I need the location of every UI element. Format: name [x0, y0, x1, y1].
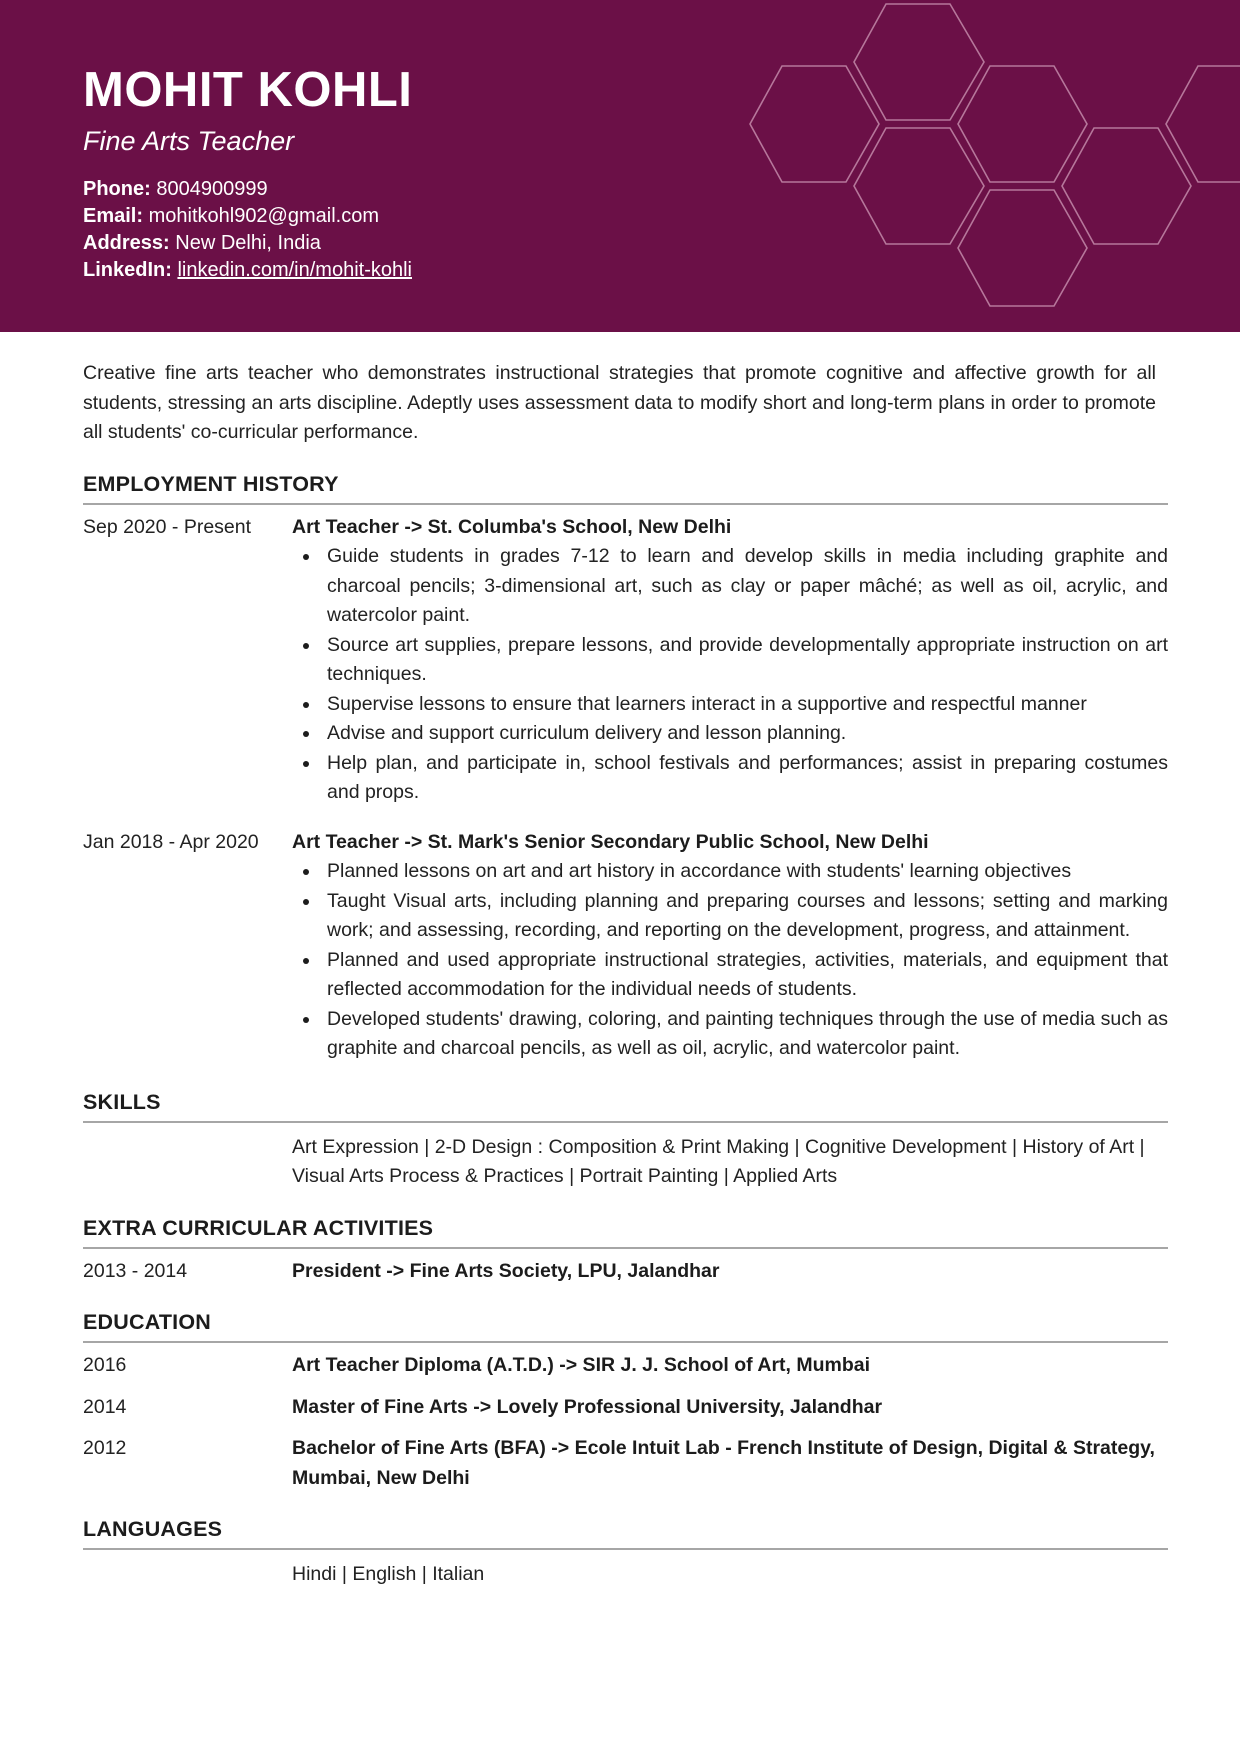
section-title: EXTRA CURRICULAR ACTIVITIES — [83, 1216, 1168, 1249]
activity-date: 2013 - 2014 — [83, 1259, 188, 1282]
skills-section — [83, 1090, 1168, 1192]
job-bullets — [292, 857, 1168, 1064]
profile-summary: Creative fine arts teacher who demonstrates instructional strategies that promote cognitive and affective growth for all students, stressing an arts discipline. Adeptly uses assessment data to modify short and long-term plans in order to promote all students' co-curricular performance. — [83, 362, 1156, 443]
hexagon-shape — [1166, 66, 1240, 182]
hexagon-shape — [854, 128, 984, 244]
candidate-name: MOHIT KOHLI — [83, 63, 413, 117]
activity-details — [292, 1257, 1168, 1287]
section-title: LANGUAGES — [83, 1517, 1168, 1550]
education-details — [292, 1393, 1168, 1423]
hexagon-shape — [958, 66, 1087, 182]
email-value: mohitkohl902@gmail.com — [148, 205, 379, 227]
list-item: Source art supplies, prepare lessons, and provide developmentally appropriate instruction on art techniques. — [292, 631, 1168, 690]
education-date: 2014 — [83, 1395, 127, 1418]
skills-text: Art Expression | 2-D Design : Composition & Print Making | Cognitive Development | History of Art | Visual Arts Process & Practices | Portrait Painting | Applied Arts — [292, 1135, 1145, 1187]
job-details — [292, 513, 1168, 808]
education-title: Bachelor of Fine Arts (BFA) -> Ecole Intuit Lab - French Institute of Design, Digital & Strategy, Mumbai, New Delhi — [292, 1437, 1155, 1489]
activity-entry — [83, 1257, 1168, 1287]
education-entry — [83, 1434, 1168, 1493]
list-item: Help plan, and participate in, school festivals and performances; assist in preparing costumes and props. — [292, 749, 1168, 808]
list-item: Supervise lessons to ensure that learners interact in a supportive and respectful manner — [292, 690, 1168, 720]
job-details — [292, 828, 1168, 1064]
job-title: Art Teacher -> St. Columba's School, New Delhi — [292, 515, 732, 538]
contact-address — [83, 230, 412, 257]
education-details — [292, 1351, 1168, 1381]
candidate-role: Fine Arts Teacher — [83, 126, 295, 156]
languages-text: Hindi | English | Italian — [292, 1563, 485, 1585]
linkedin-link[interactable]: linkedin.com/in/mohit-kohli — [177, 259, 412, 281]
education-entry — [83, 1351, 1168, 1381]
activity-title: President -> Fine Arts Society, LPU, Jalandhar — [292, 1259, 720, 1282]
list-item: Guide students in grades 7-12 to learn and develop skills in media including graphite and charcoal pencils; 3-dimensional art, such as clay or paper mâché; as well as oil, acrylic, and watercolor paint. — [292, 542, 1168, 631]
education-entry — [83, 1393, 1168, 1423]
list-item: Planned lessons on art and art history in accordance with students' learning objectives — [292, 857, 1168, 887]
education-details — [292, 1434, 1168, 1493]
list-item: Developed students' drawing, coloring, and painting techniques through the use of media such as graphite and charcoal pencils, as well as oil, acrylic, and watercolor paint. — [292, 1005, 1168, 1064]
phone-value: 8004900999 — [156, 178, 268, 200]
contact-linkedin — [83, 257, 412, 284]
hexagon-shape — [854, 4, 984, 120]
education-section — [83, 1310, 1168, 1493]
section-title: SKILLS — [83, 1090, 1168, 1123]
contact-label: Phone: — [83, 178, 151, 200]
hexagon-shape — [958, 190, 1087, 306]
job-date: Sep 2020 - Present — [83, 515, 252, 538]
hexagon-shape — [750, 66, 879, 182]
contact-label: Email: — [83, 205, 144, 227]
section-title: EMPLOYMENT HISTORY — [83, 472, 1168, 505]
resume-body — [83, 359, 1168, 1590]
education-date: 2012 — [83, 1437, 127, 1459]
job-date: Jan 2018 - Apr 2020 — [83, 830, 259, 853]
contact-list — [83, 176, 412, 284]
education-title: Master of Fine Arts -> Lovely Professional University, Jalandhar — [292, 1395, 883, 1418]
education-title: Art Teacher Diploma (A.T.D.) -> SIR J. J. School of Art, Mumbai — [292, 1354, 871, 1376]
section-title: EDUCATION — [83, 1310, 1168, 1343]
job-entry — [83, 828, 1168, 1064]
employment-section — [83, 472, 1168, 1064]
list-item: Planned and used appropriate instructional strategies, activities, materials, and equipment that reflected accommodation for the individual needs of students. — [292, 946, 1168, 1005]
contact-label: Address: — [83, 232, 170, 254]
languages-section — [83, 1517, 1168, 1590]
job-entry — [83, 513, 1168, 808]
contact-email — [83, 203, 412, 230]
list-item: Taught Visual arts, including planning and preparing courses and lessons; setting and marking work; and assessing, recording, and reporting on the development, progress, and attainment. — [292, 887, 1168, 946]
education-date: 2016 — [83, 1354, 127, 1376]
extracurricular-section — [83, 1216, 1168, 1287]
list-item: Advise and support curriculum delivery and lesson planning. — [292, 719, 1168, 749]
contact-phone — [83, 176, 412, 203]
hexagon-shape — [1062, 128, 1191, 244]
address-value: New Delhi, India — [175, 232, 321, 254]
contact-label: LinkedIn: — [83, 259, 172, 281]
job-title: Art Teacher -> St. Mark's Senior Secondary Public School, New Delhi — [292, 830, 929, 853]
job-bullets — [292, 542, 1168, 808]
resume-header — [0, 0, 1240, 332]
